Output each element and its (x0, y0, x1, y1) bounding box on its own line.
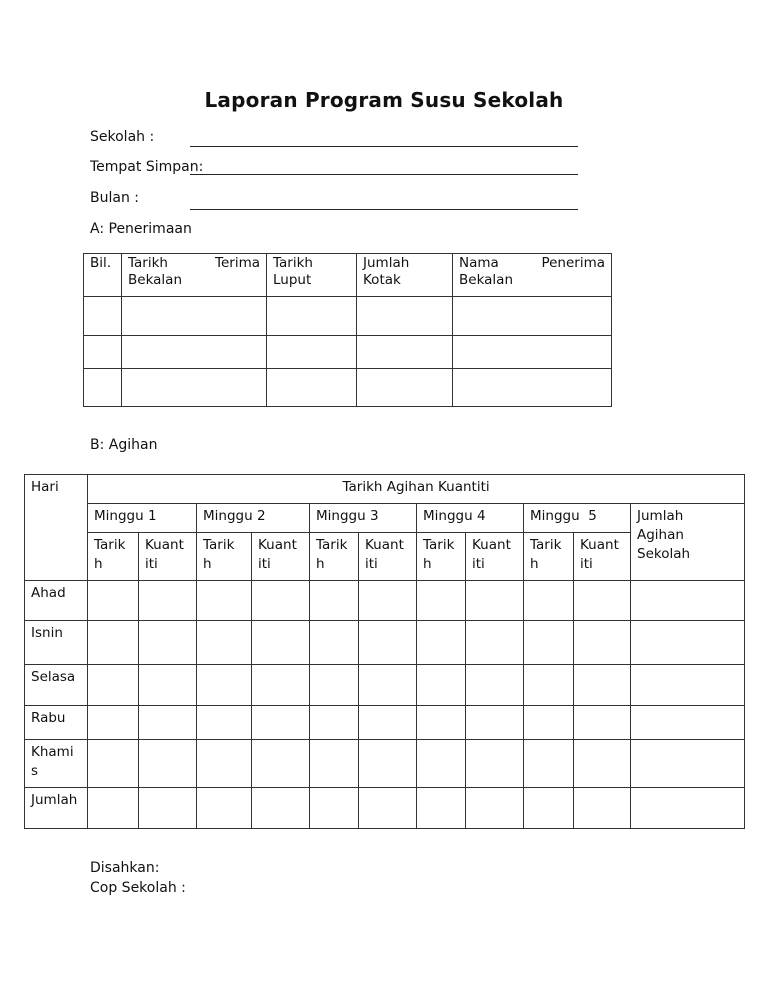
table-cell[interactable] (574, 581, 631, 621)
sub-header-tarikh: Tarik h (197, 533, 252, 581)
table-cell[interactable] (359, 665, 417, 706)
header-jumlah-kotak: Jumlah Kotak (357, 254, 453, 297)
table-row (84, 336, 612, 369)
table-cell[interactable] (84, 336, 122, 369)
day-khamis: Khami s (25, 740, 88, 788)
header-nama-penerima (453, 254, 612, 297)
table-cell[interactable] (310, 665, 359, 706)
table-cell[interactable] (631, 740, 745, 788)
sub-header-kuantiti: Kuant iti (139, 533, 197, 581)
table-cell[interactable] (524, 581, 574, 621)
table-cell[interactable] (252, 665, 310, 706)
tempat-simpan-field[interactable] (190, 174, 578, 175)
table-cell[interactable] (417, 581, 466, 621)
table-cell[interactable] (524, 788, 574, 829)
sub-header-kuantiti: Kuant iti (252, 533, 310, 581)
header-tarikh-terima-word1: Tarikh (128, 255, 168, 271)
header-minggu-1: Minggu 1 (88, 504, 197, 533)
table-cell[interactable] (466, 665, 524, 706)
table-row (84, 297, 612, 336)
row-jumlah: Jumlah (25, 788, 88, 829)
day-ahad: Ahad (25, 581, 88, 621)
table-row (25, 621, 745, 665)
header-nama-word1: Nama (459, 255, 499, 271)
table-cell[interactable] (453, 297, 612, 336)
table-cell[interactable] (252, 581, 310, 621)
table-cell[interactable] (359, 621, 417, 665)
table-cell[interactable] (574, 706, 631, 740)
table-cell[interactable] (466, 740, 524, 788)
table-cell[interactable] (139, 740, 197, 788)
table-cell[interactable] (252, 621, 310, 665)
bulan-label: Bulan : (90, 190, 139, 206)
table-cell[interactable] (267, 336, 357, 369)
header-jumlah-agihan-sekolah: Jumlah Agihan Sekolah (631, 504, 745, 581)
header-tarikh-terima-word3: Bekalan (128, 272, 182, 288)
table-cell[interactable] (466, 706, 524, 740)
sub-header-kuantiti: Kuant iti (574, 533, 631, 581)
sub-header-tarikh: Tarik h (310, 533, 359, 581)
header-bil: Bil. (84, 254, 122, 297)
table-row (25, 581, 745, 621)
header-hari: Hari (25, 475, 88, 581)
week-header-row (25, 504, 745, 533)
table-cell[interactable] (310, 621, 359, 665)
table-cell[interactable] (631, 706, 745, 740)
table-cell[interactable] (197, 581, 252, 621)
sekolah-field[interactable] (190, 146, 578, 147)
header-minggu-2: Minggu 2 (197, 504, 310, 533)
sekolah-label: Sekolah : (90, 129, 155, 145)
table-cell[interactable] (631, 621, 745, 665)
header-tarikh-terima (122, 254, 267, 297)
table-cell[interactable] (417, 706, 466, 740)
sub-header-tarikh: Tarik h (88, 533, 139, 581)
section-a-heading: A: Penerimaan (90, 221, 192, 237)
table-cell[interactable] (359, 740, 417, 788)
table-cell[interactable] (453, 336, 612, 369)
table-row (25, 740, 745, 788)
table-cell[interactable] (84, 369, 122, 407)
table-cell[interactable] (197, 740, 252, 788)
table-cell[interactable] (267, 297, 357, 336)
table-cell[interactable] (574, 740, 631, 788)
table-cell[interactable] (139, 665, 197, 706)
table-cell[interactable] (417, 740, 466, 788)
header-minggu-4: Minggu 4 (417, 504, 524, 533)
table-cell[interactable] (252, 706, 310, 740)
table-cell[interactable] (88, 740, 139, 788)
day-rabu: Rabu (25, 706, 88, 740)
table-cell[interactable] (357, 336, 453, 369)
table-cell[interactable] (122, 297, 267, 336)
sub-header-tarikh: Tarik h (524, 533, 574, 581)
table-cell[interactable] (139, 581, 197, 621)
sub-header-tarikh: Tarik h (417, 533, 466, 581)
table-cell[interactable] (417, 621, 466, 665)
table-cell[interactable] (252, 788, 310, 829)
table-cell[interactable] (267, 369, 357, 407)
table-cell[interactable] (88, 788, 139, 829)
table-cell[interactable] (359, 788, 417, 829)
table-cell[interactable] (310, 581, 359, 621)
table-cell[interactable] (524, 706, 574, 740)
table-cell[interactable] (631, 581, 745, 621)
sub-header-kuantiti: Kuant iti (466, 533, 524, 581)
sub-header-kuantiti: Kuant iti (359, 533, 417, 581)
header-nama-word2: Penerima (541, 255, 605, 271)
table-cell[interactable] (139, 706, 197, 740)
table-header-row (84, 254, 612, 297)
table-cell[interactable] (197, 621, 252, 665)
table-cell[interactable] (574, 621, 631, 665)
table-row (84, 369, 612, 407)
table-cell[interactable] (357, 369, 453, 407)
table-cell[interactable] (122, 369, 267, 407)
table-row (25, 788, 745, 829)
table-cell[interactable] (359, 581, 417, 621)
day-selasa: Selasa (25, 665, 88, 706)
table-cell[interactable] (524, 740, 574, 788)
section-b-heading: B: Agihan (90, 437, 158, 453)
table-cell[interactable] (574, 788, 631, 829)
header-nama-word3: Bekalan (459, 272, 513, 288)
table-cell[interactable] (417, 665, 466, 706)
table-row (25, 665, 745, 706)
table-cell[interactable] (88, 621, 139, 665)
day-isnin: Isnin (25, 621, 88, 665)
header-tarikh-luput: Tarikh Luput (267, 254, 357, 297)
cop-sekolah-label: Cop Sekolah : (90, 880, 186, 896)
table-cell[interactable] (359, 706, 417, 740)
tempat-simpan-label: Tempat Simpan: (90, 159, 204, 175)
table-cell[interactable] (574, 665, 631, 706)
header-minggu-5: Minggu 5 (524, 504, 631, 533)
table-cell[interactable] (631, 665, 745, 706)
table-cell[interactable] (524, 665, 574, 706)
table-cell[interactable] (466, 788, 524, 829)
table-cell[interactable] (524, 621, 574, 665)
table-cell[interactable] (417, 788, 466, 829)
table-cell[interactable] (466, 621, 524, 665)
table-cell[interactable] (357, 297, 453, 336)
table-cell[interactable] (88, 581, 139, 621)
table-cell[interactable] (88, 665, 139, 706)
header-minggu-3: Minggu 3 (310, 504, 417, 533)
table-cell[interactable] (197, 788, 252, 829)
table-cell[interactable] (252, 740, 310, 788)
table-cell[interactable] (453, 369, 612, 407)
table-cell[interactable] (466, 581, 524, 621)
page-title: Laporan Program Susu Sekolah (204, 88, 564, 112)
header-tarikh-terima-word2: Terima (215, 255, 260, 271)
table-cell[interactable] (631, 788, 745, 829)
table-row (25, 706, 745, 740)
table-cell[interactable] (310, 706, 359, 740)
table-cell[interactable] (122, 336, 267, 369)
bulan-field[interactable] (190, 209, 578, 210)
table-cell[interactable] (139, 788, 197, 829)
penerimaan-table (83, 253, 612, 407)
header-tarikh-agihan-kuantiti: Tarikh Agihan Kuantiti (88, 475, 745, 504)
table-cell[interactable] (310, 740, 359, 788)
table-cell[interactable] (139, 621, 197, 665)
table-cell[interactable] (84, 297, 122, 336)
table-header-row (25, 475, 745, 504)
agihan-table (24, 474, 745, 829)
table-cell[interactable] (88, 706, 139, 740)
table-cell[interactable] (197, 665, 252, 706)
table-cell[interactable] (197, 706, 252, 740)
table-cell[interactable] (310, 788, 359, 829)
disahkan-label: Disahkan: (90, 860, 160, 876)
